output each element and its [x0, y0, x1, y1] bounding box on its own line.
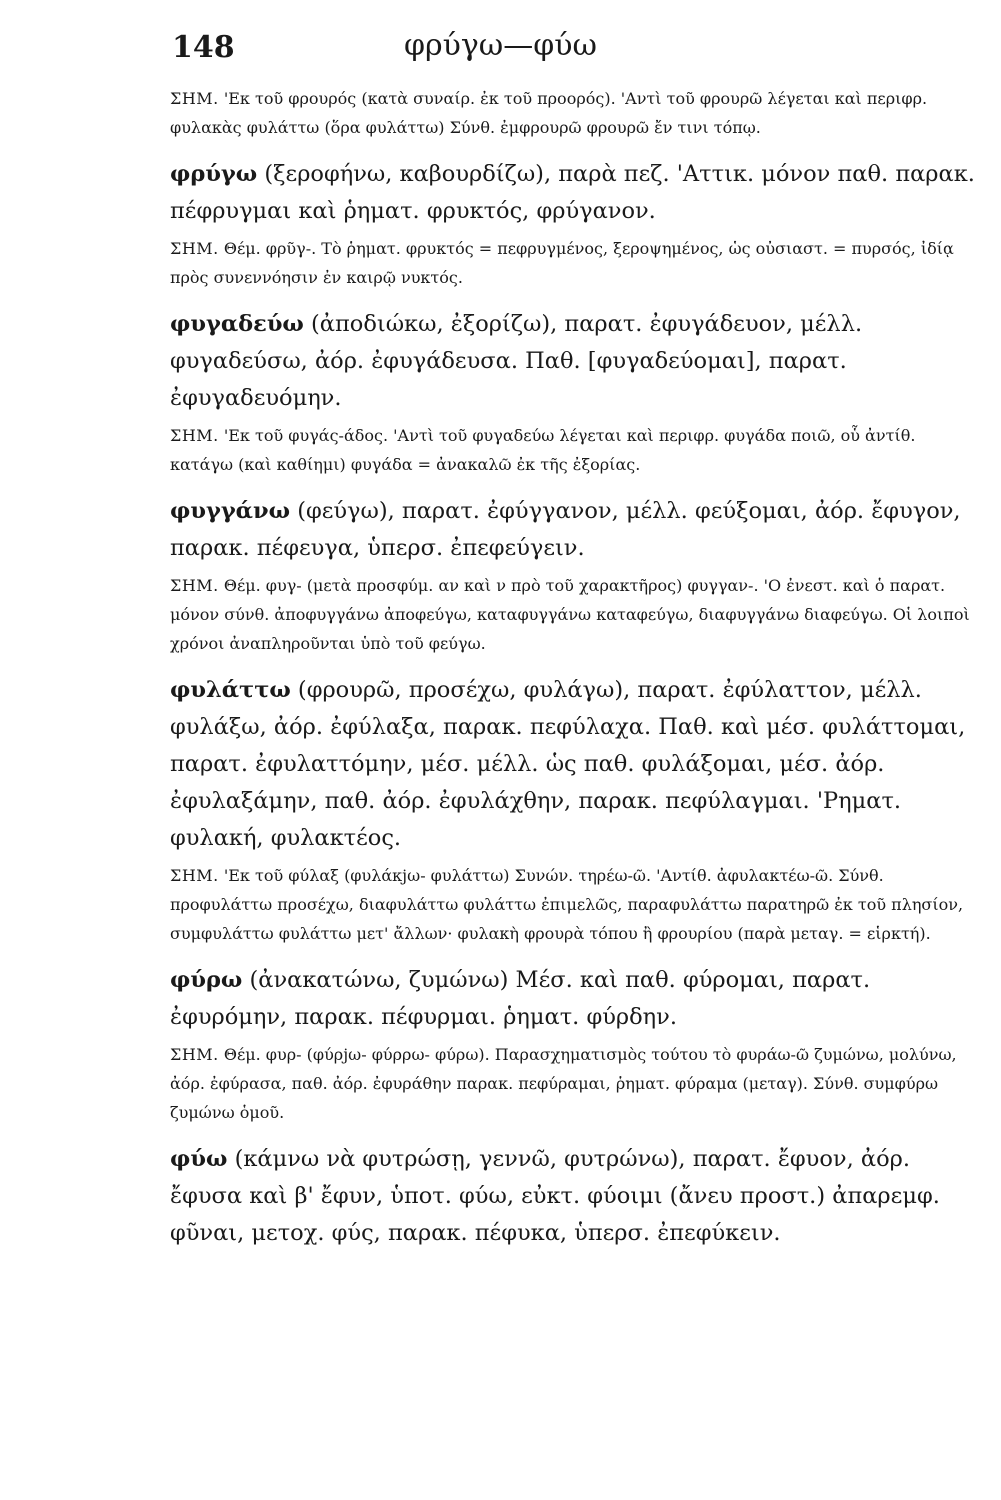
note-block — [170, 234, 975, 292]
entry-headword: φύω — [170, 1146, 228, 1172]
entry-headword: φρύγω — [170, 161, 258, 187]
entry-text: (ἀποδιώκω, ἐξορίζω), παρατ. ἐφυγάδευον, μέλλ. φυγαδεύσω, ἀόρ. ἐφυγάδευσα. Παθ. [φυγαδεύομαι], παρατ. ἐφυγαδευόμην. — [170, 311, 863, 411]
entry-block — [170, 962, 975, 1036]
entry-text: (ἀνακατώνω, ζυμώνω) Μέσ. καὶ παθ. φύρομαι, παρατ. ἐφυρόμην, παρακ. πέφυρμαι. ῥηματ. φύρδην. — [170, 967, 871, 1030]
entry-text: (ξεροφήνω, καβουρδίζω), παρὰ πεζ. 'Αττικ. μόνον παθ. παρακ. πέφρυγμαι καὶ ῥηματ. φρυκτός, φρύγανον. — [170, 161, 975, 224]
entry-text: (φρουρῶ, προσέχω, φυλάγω), παρατ. ἐφύλαττον, μέλλ. φυλάξω, ἀόρ. ἐφύλαξα, παρακ. πεφύλαχα. Παθ. καὶ μέσ. φυλάττομαι, παρατ. ἐφυλαττόμην, μέσ. μέλλ. ὡς παθ. φυλάξομαι, μέσ. ἀόρ. ἐφυλαξάμην, παθ. ἀόρ. ἐφυλάχθην, παρακ. πεφύλαγμαι. 'Ρηματ. φυλακή, φυλακτέος. — [170, 677, 966, 851]
note-text: Θέμ. φυγ- (μετὰ προσφύμ. αν καὶ ν πρὸ τοῦ χαρακτῆρος) φυγγαν-. 'Ο ἐνεστ. καὶ ὁ παρατ. μόνον σύνθ. ἀποφυγγάνω ἀποφεύγω, καταφυγγάνω καταφεύγω, διαφυγγάνω διαφεύγω. Οἱ λοιποὶ χρόνοι ἀναπληροῦνται ὑπὸ τοῦ φεύγω. — [170, 576, 970, 653]
note-text: Θέμ. φρῦγ-. Τὸ ῥηματ. φρυκτός = πεφρυγμένος, ξεροψημένος, ὡς οὐσιαστ. = πυρσός, ἰδίᾳ πρὸς συνεννόησιν ἐν καιρῷ νυκτός. — [170, 239, 954, 287]
note-block — [170, 421, 975, 479]
note-block — [170, 571, 975, 658]
note-label: ΣΗΜ. — [170, 1045, 219, 1064]
note-label: ΣΗΜ. — [170, 576, 219, 595]
entry-text: (κάμνω νὰ φυτρώσῃ, γεννῶ, φυτρώνω), παρατ. ἔφυον, ἀόρ. ἔφυσα καὶ β' ἔφυν, ὑποτ. φύω, εὐκτ. φύοιμι (ἄνευ προστ.) ἀπαρεμφ. φῦναι, μετοχ. φύς, παρακ. πέφυκα, ὑπερσ. ἐπεφύκειν. — [170, 1146, 940, 1246]
entry-block — [170, 1141, 975, 1252]
note-label: ΣΗΜ. — [170, 239, 219, 258]
entry-block — [170, 306, 975, 417]
note-label: ΣΗΜ. — [170, 89, 219, 108]
entry-headword: φύρω — [170, 967, 243, 993]
running-head: φρύγω—φύω — [404, 28, 597, 63]
note-text: 'Εκ τοῦ φυγάς-άδος. 'Αντὶ τοῦ φυγαδεύω λέγεται καὶ περιφρ. φυγάδα ποιῶ, οὗ ἀντίθ. κατάγω (καὶ καθίημι) φυγάδα = ἀνακαλῶ ἐκ τῆς ἐξορίας. — [170, 426, 916, 474]
note-text: 'Εκ τοῦ φύλαξ (φυλάκjω- φυλάττω) Συνών. τηρέω-ῶ. 'Αντίθ. ἀφυλακτέω-ῶ. Σύνθ. προφυλάττω προσέχω, διαφυλάττω φυλάττω ἐπιμελῶς, παραφυλάττω παρατηρῶ ἐκ τοῦ πλησίον, συμφυλάττω φυλάττω μετ' ἄλλων· φυλακὴ φρουρὰ τόπου ἢ φρουρίου (παρὰ μεταγ. = εἱρκτή). — [170, 866, 964, 943]
entry-block — [170, 672, 975, 857]
page-number: 148 — [172, 30, 235, 65]
entry-block — [170, 493, 975, 567]
entry-headword: φυλάττω — [170, 677, 291, 703]
note-block — [170, 861, 975, 948]
page-header — [0, 22, 1001, 72]
note-block — [170, 84, 975, 142]
entry-headword: φυγγάνω — [170, 498, 291, 524]
note-text: Θέμ. φυρ- (φύρjω- φύρρω- φύρω). Παρασχηματισμὸς τούτου τὸ φυράω-ῶ ζυμώνω, μολύνω, ἀόρ. ἐφύρασα, παθ. ἀόρ. ἐφυράθην παρακ. πεφύραμαι, ῥηματ. φύραμα (μεταγ). Σύνθ. συμφύρω ζυμώνω ὁμοῦ. — [170, 1045, 957, 1122]
entry-block — [170, 156, 975, 230]
entry-headword: φυγαδεύω — [170, 311, 304, 337]
note-text: 'Εκ τοῦ φρουρός (κατὰ συναίρ. ἐκ τοῦ προορός). 'Αντὶ τοῦ φρουρῶ λέγεται καὶ περιφρ. φυλακὰς φυλάττω (ὅρα φυλάττω) Σύνθ. ἐμφρουρῶ φρουρῶ ἔν τινι τόπῳ. — [170, 89, 928, 137]
page-content — [170, 84, 975, 1256]
note-label: ΣΗΜ. — [170, 866, 219, 885]
entry-text: (φεύγω), παρατ. ἐφύγγανον, μέλλ. φεύξομαι, ἀόρ. ἔφυγον, παρακ. πέφευγα, ὑπερσ. ἐπεφεύγειν. — [170, 498, 961, 561]
note-block — [170, 1040, 975, 1127]
note-label: ΣΗΜ. — [170, 426, 219, 445]
